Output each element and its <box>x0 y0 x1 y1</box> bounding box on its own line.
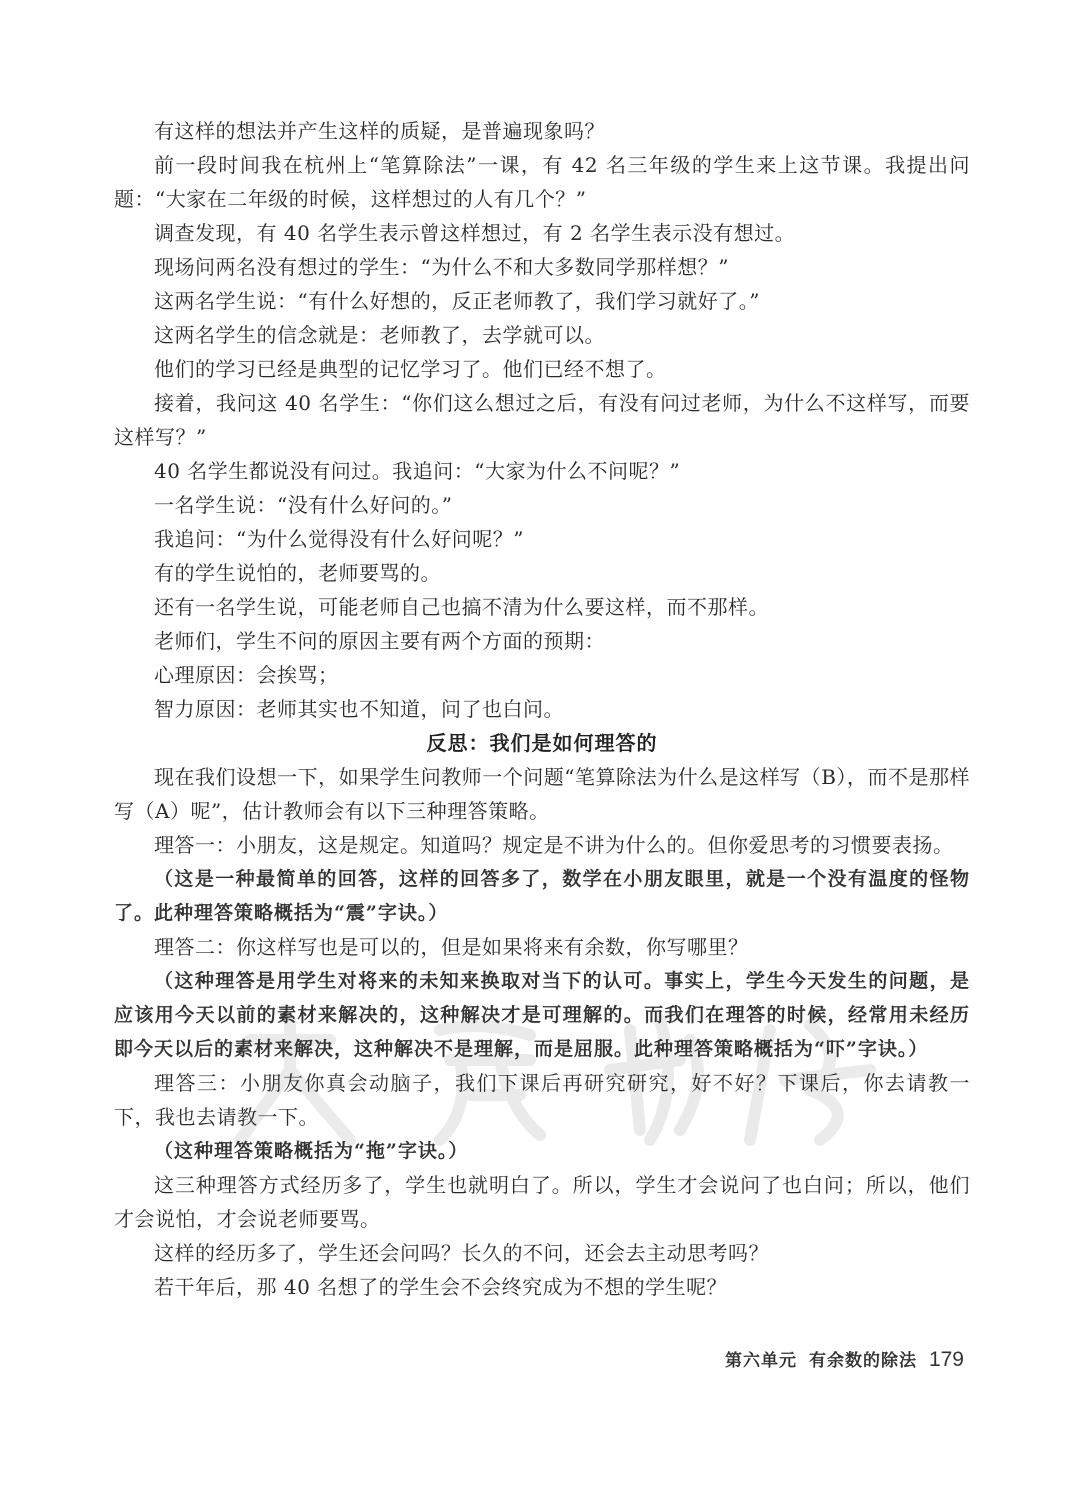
paragraph: 现在我们设想一下，如果学生问教师一个问题“笔算除法为什么是这样写（B），而不是那样写（A）呢”，估计教师会有以下三种理答策略。 <box>114 765 970 823</box>
paragraph: 前一段时间我在杭州上“笔算除法”一课，有 42 名三年级的学生来上这节课。我提出问题：“大家在二年级的时候，这样想过的人有几个？” <box>114 153 970 211</box>
paragraph: 这三种理答方式经历多了，学生也就明白了。所以，学生才会说问了也白问；所以，他们才会说怕，才会说老师要骂。 <box>114 1173 970 1231</box>
paragraph: 智力原因：老师其实也不知道，问了也白问。 <box>154 697 564 721</box>
footer-unit-label: 第六单元 <box>724 1351 797 1371</box>
paragraph: 40 名学生都说没有问过。我追问：“大家为什么不问呢？” <box>154 459 681 483</box>
section-heading: 反思：我们是如何理答的 <box>426 731 658 755</box>
page-number: 179 <box>928 1348 964 1371</box>
paragraph: 一名学生说：“没有什么好问的。” <box>154 493 453 517</box>
paragraph: 还有一名学生说，可能老师自己也搞不清为什么要这样，而不那样。 <box>154 595 769 619</box>
paragraph: 接着，我问这 40 名学生：“你们这么想过之后，有没有问过老师，为什么不这样写，而要这样写？” <box>114 391 970 449</box>
paragraph: 现场问两名没有想过的学生：“为什么不和大多数同学那样想？” <box>154 255 729 279</box>
paragraph: 若干年后，那 40 名想了的学生会不会终究成为不想的学生呢？ <box>154 1275 728 1299</box>
paragraph: 有这样的想法并产生这样的质疑，是普遍现象吗？ <box>154 119 605 143</box>
paragraph: 心理原因：会挨骂； <box>154 663 339 687</box>
body-text <box>114 114 970 1304</box>
paragraph: 理答三：小朋友你真会动脑子，我们下课后再研究研究，好不好？下课后，你去请教一下，我也去请教一下。 <box>114 1071 970 1129</box>
footer-chapter-title: 有余数的除法 <box>808 1351 917 1371</box>
note-paragraph: （这种理答策略概括为“拖”字诀。） <box>154 1140 469 1162</box>
paragraph: 理答二：你这样写也是可以的，但是如果将来有余数，你写哪里？ <box>154 935 749 959</box>
paragraph: 他们的学习已经是典型的记忆学习了。他们已经不想了。 <box>154 357 667 381</box>
paragraph: 这样的经历多了，学生还会问吗？长久的不问，还会去主动思考吗？ <box>154 1241 769 1265</box>
paragraph: 有的学生说怕的，老师要骂的。 <box>154 561 441 585</box>
note-paragraph: （这种理答是用学生对将来的未知来换取对当下的认可。事实上，学生今天发生的问题，是应该用今天以前的素材来解决的，这种解决才是可理解的。而我们在理答的时候，经常用未经历即今天以后的素材来解决，这种解决不是理解，而是屈服。此种理答策略概括为“吓”字诀。） <box>114 970 970 1060</box>
paragraph: 老师们，学生不问的原因主要有两个方面的预期： <box>154 629 605 653</box>
note-paragraph: （这是一种最简单的回答，这样的回答多了，数学在小朋友眼里，就是一个没有温度的怪物了。此种理答策略概括为“震”字诀。） <box>114 868 970 924</box>
paragraph: 这两名学生说：“有什么好想的，反正老师教了，我们学习就好了。” <box>154 289 760 313</box>
paragraph: 调查发现，有 40 名学生表示曾这样想过，有 2 名学生表示没有想过。 <box>154 221 796 245</box>
paragraph: 这两名学生的信念就是：老师教了，去学就可以。 <box>154 323 605 347</box>
paragraph: 理答一：小朋友，这是规定。知道吗？规定是不讲为什么的。但你爱思考的习惯要表扬。 <box>154 833 954 857</box>
page-footer <box>725 1346 964 1372</box>
paragraph: 我追问：“为什么觉得没有什么好问呢？” <box>154 527 524 551</box>
